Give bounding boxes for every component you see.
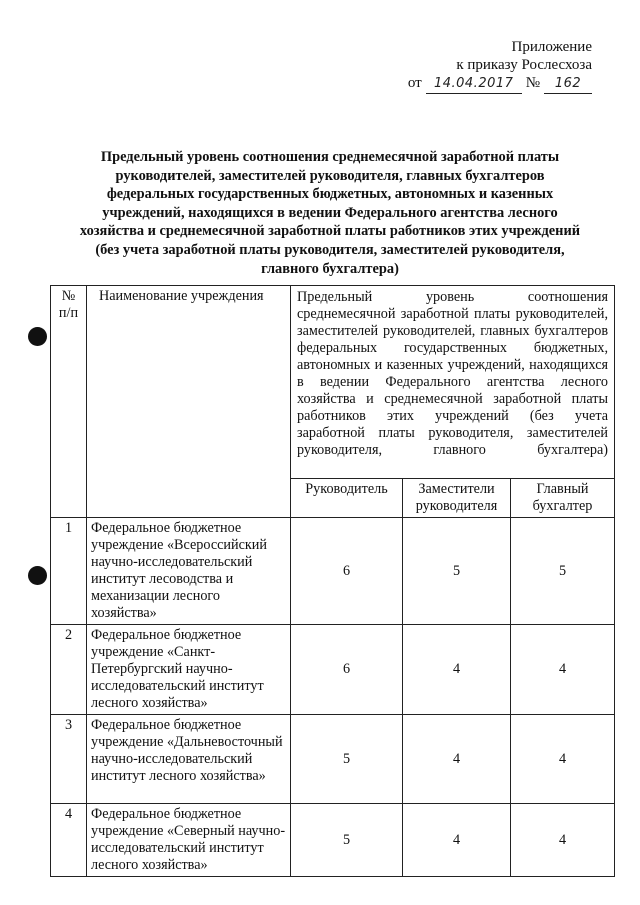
row-name: Федеральное бюджетное учреждение «Дальневосточный научно-исследовательский институт лесного хозяйства» xyxy=(87,715,291,804)
row-deputy-value: 5 xyxy=(403,518,511,625)
table-row xyxy=(51,625,615,715)
table-row xyxy=(51,518,615,625)
row-num: 2 xyxy=(51,625,87,715)
limits-table xyxy=(50,285,615,877)
row-deputy-value: 4 xyxy=(403,804,511,877)
document-title: Предельный уровень соотношения среднемесячной заработной платы руководителей, заместителей руководителя, главных бухгалтеров федеральных государственных бюджетных, автономных и казенных учреждений, находящихся в ведении Федерального агентства лесного хозяйства и среднемесячной заработной платы работников этих учреждений (без учета заработной платы руководителя, заместителей руководителя, главного бухгалтера) xyxy=(79,149,581,277)
row-deputy-value: 4 xyxy=(403,715,511,804)
row-accountant-value: 4 xyxy=(511,625,615,715)
header-limit: Предельный уровень соотношения среднемесячной заработной платы руководителей, заместителей руководителей, главных бухгалтеров федеральных государственных бюджетных, автономных и казенных учреждений, находящихся в ведении Федерального агентства лесного хозяйства и среднемесячной заработной платы работников этих учреждений (без учета заработной платы руководителя, заместителей руководителя, главного бухгалтера) xyxy=(291,286,615,479)
row-num: 3 xyxy=(51,715,87,804)
table-row xyxy=(51,715,615,804)
row-head-value: 5 xyxy=(291,804,403,877)
header-name: Наименование учреждения xyxy=(87,286,291,518)
row-name: Федеральное бюджетное учреждение «Санкт-Петербургский научно-исследовательский институт лесного хозяйства» xyxy=(87,625,291,715)
appendix-label: Приложение xyxy=(511,39,592,55)
row-accountant-value: 4 xyxy=(511,715,615,804)
row-deputy-value: 4 xyxy=(403,625,511,715)
subheader-deputy: Заместители руководителя xyxy=(403,479,511,518)
order-date: 14.04.2017 xyxy=(426,75,522,94)
row-name: Федеральное бюджетное учреждение «Всероссийский научно-исследовательский институт лесоводства и механизации лесного хозяйства» xyxy=(87,518,291,625)
punch-hole-top xyxy=(28,327,47,346)
row-head-value: 6 xyxy=(291,625,403,715)
appendix-order-ref: к приказу Рослесхоза xyxy=(456,57,592,73)
table-header-row xyxy=(51,286,615,479)
row-num: 1 xyxy=(51,518,87,625)
order-number: 162 xyxy=(544,75,592,94)
row-accountant-value: 5 xyxy=(511,518,615,625)
header-num: № п/п xyxy=(51,286,87,518)
row-head-value: 5 xyxy=(291,715,403,804)
row-name: Федеральное бюджетное учреждение «Северный научно-исследовательский институт лесного хозяйства» xyxy=(87,804,291,877)
row-num: 4 xyxy=(51,804,87,877)
subheader-head: Руководитель xyxy=(291,479,403,518)
appendix-block xyxy=(408,38,592,94)
punch-hole-bottom xyxy=(28,566,47,585)
subheader-accountant: Главный бухгалтер xyxy=(511,479,615,518)
order-from-label: от xyxy=(407,75,422,91)
order-line xyxy=(408,74,592,94)
row-head-value: 6 xyxy=(291,518,403,625)
order-number-label: № xyxy=(525,75,540,91)
table-row xyxy=(51,804,615,877)
row-accountant-value: 4 xyxy=(511,804,615,877)
